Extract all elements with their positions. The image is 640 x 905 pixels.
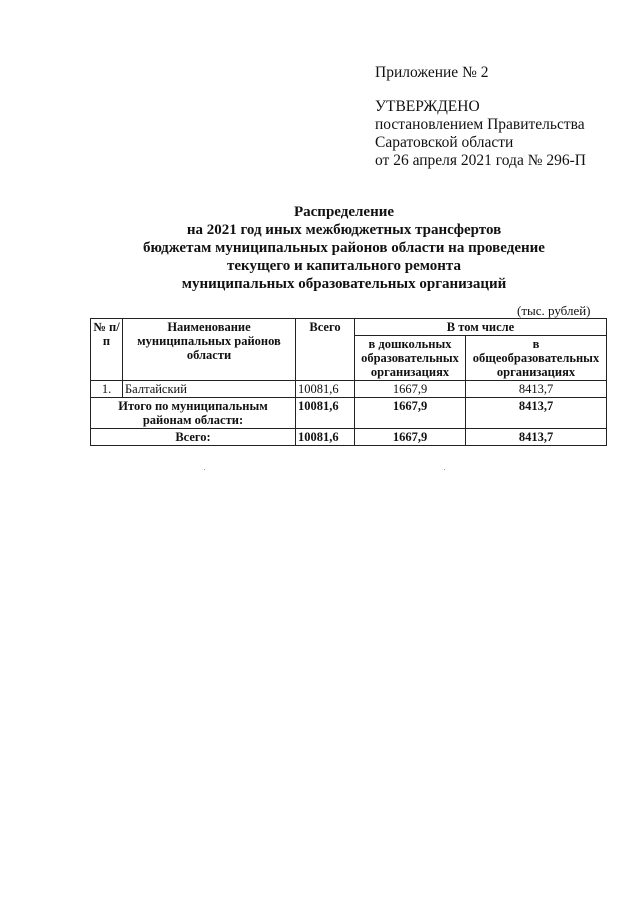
units-label: (тыс. рублей): [517, 303, 591, 318]
header-total: Всего: [296, 319, 355, 381]
row-district-name: Балтайский: [123, 381, 296, 398]
grand-total-label: Всего:: [91, 429, 296, 446]
grand-total-preschool: 1667,9: [355, 429, 466, 446]
title-line-2: на 2021 год иных межбюджетных трансфертов: [186, 222, 502, 238]
approval-block: [375, 64, 586, 170]
header-preschool: в дошкольных образовательных организациях: [355, 336, 466, 381]
subtotal-general: 8413,7: [466, 398, 607, 429]
approved-region-line: Саратовской области: [375, 134, 514, 151]
header-row-1: [91, 319, 607, 336]
approved-stamp: УТВЕРЖДЕНО: [375, 98, 480, 115]
grand-total-total: 10081,6: [296, 429, 355, 446]
grand-total-general: 8413,7: [466, 429, 607, 446]
scan-speck: [204, 469, 205, 470]
row-num: 1.: [91, 381, 123, 398]
title-line-5: муниципальных образовательных организаций: [181, 276, 507, 292]
title-line-3: бюджетам муниципальных районов области на проведение: [143, 240, 545, 256]
subtotal-total: 10081,6: [296, 398, 355, 429]
scan-speck: [444, 469, 445, 470]
subtotal-label: Итого по муниципальным районам области:: [91, 398, 296, 429]
header-including: В том числе: [355, 319, 607, 336]
table-row: [91, 381, 607, 398]
header-name: Наименование муниципальных районов области: [123, 319, 296, 381]
header-general: в общеобразовательных организациях: [466, 336, 607, 381]
grand-total-row: [91, 429, 607, 446]
approved-by-line: постановлением Правительства: [375, 116, 585, 133]
row-total: 10081,6: [296, 381, 355, 398]
subtotal-preschool: 1667,9: [355, 398, 466, 429]
header-num: № п/п: [91, 319, 123, 381]
row-preschool: 1667,9: [355, 381, 466, 398]
annex-number: Приложение № 2: [375, 64, 489, 81]
subtotal-row: [91, 398, 607, 429]
distribution-table: [90, 318, 607, 446]
approved-date-line: от 26 апреля 2021 года № 296-П: [375, 152, 586, 169]
row-general: 8413,7: [466, 381, 607, 398]
title-line-1: Распределение: [293, 204, 395, 220]
document-title: [90, 203, 598, 293]
title-line-4: текущего и капитального ремонта: [227, 258, 461, 274]
